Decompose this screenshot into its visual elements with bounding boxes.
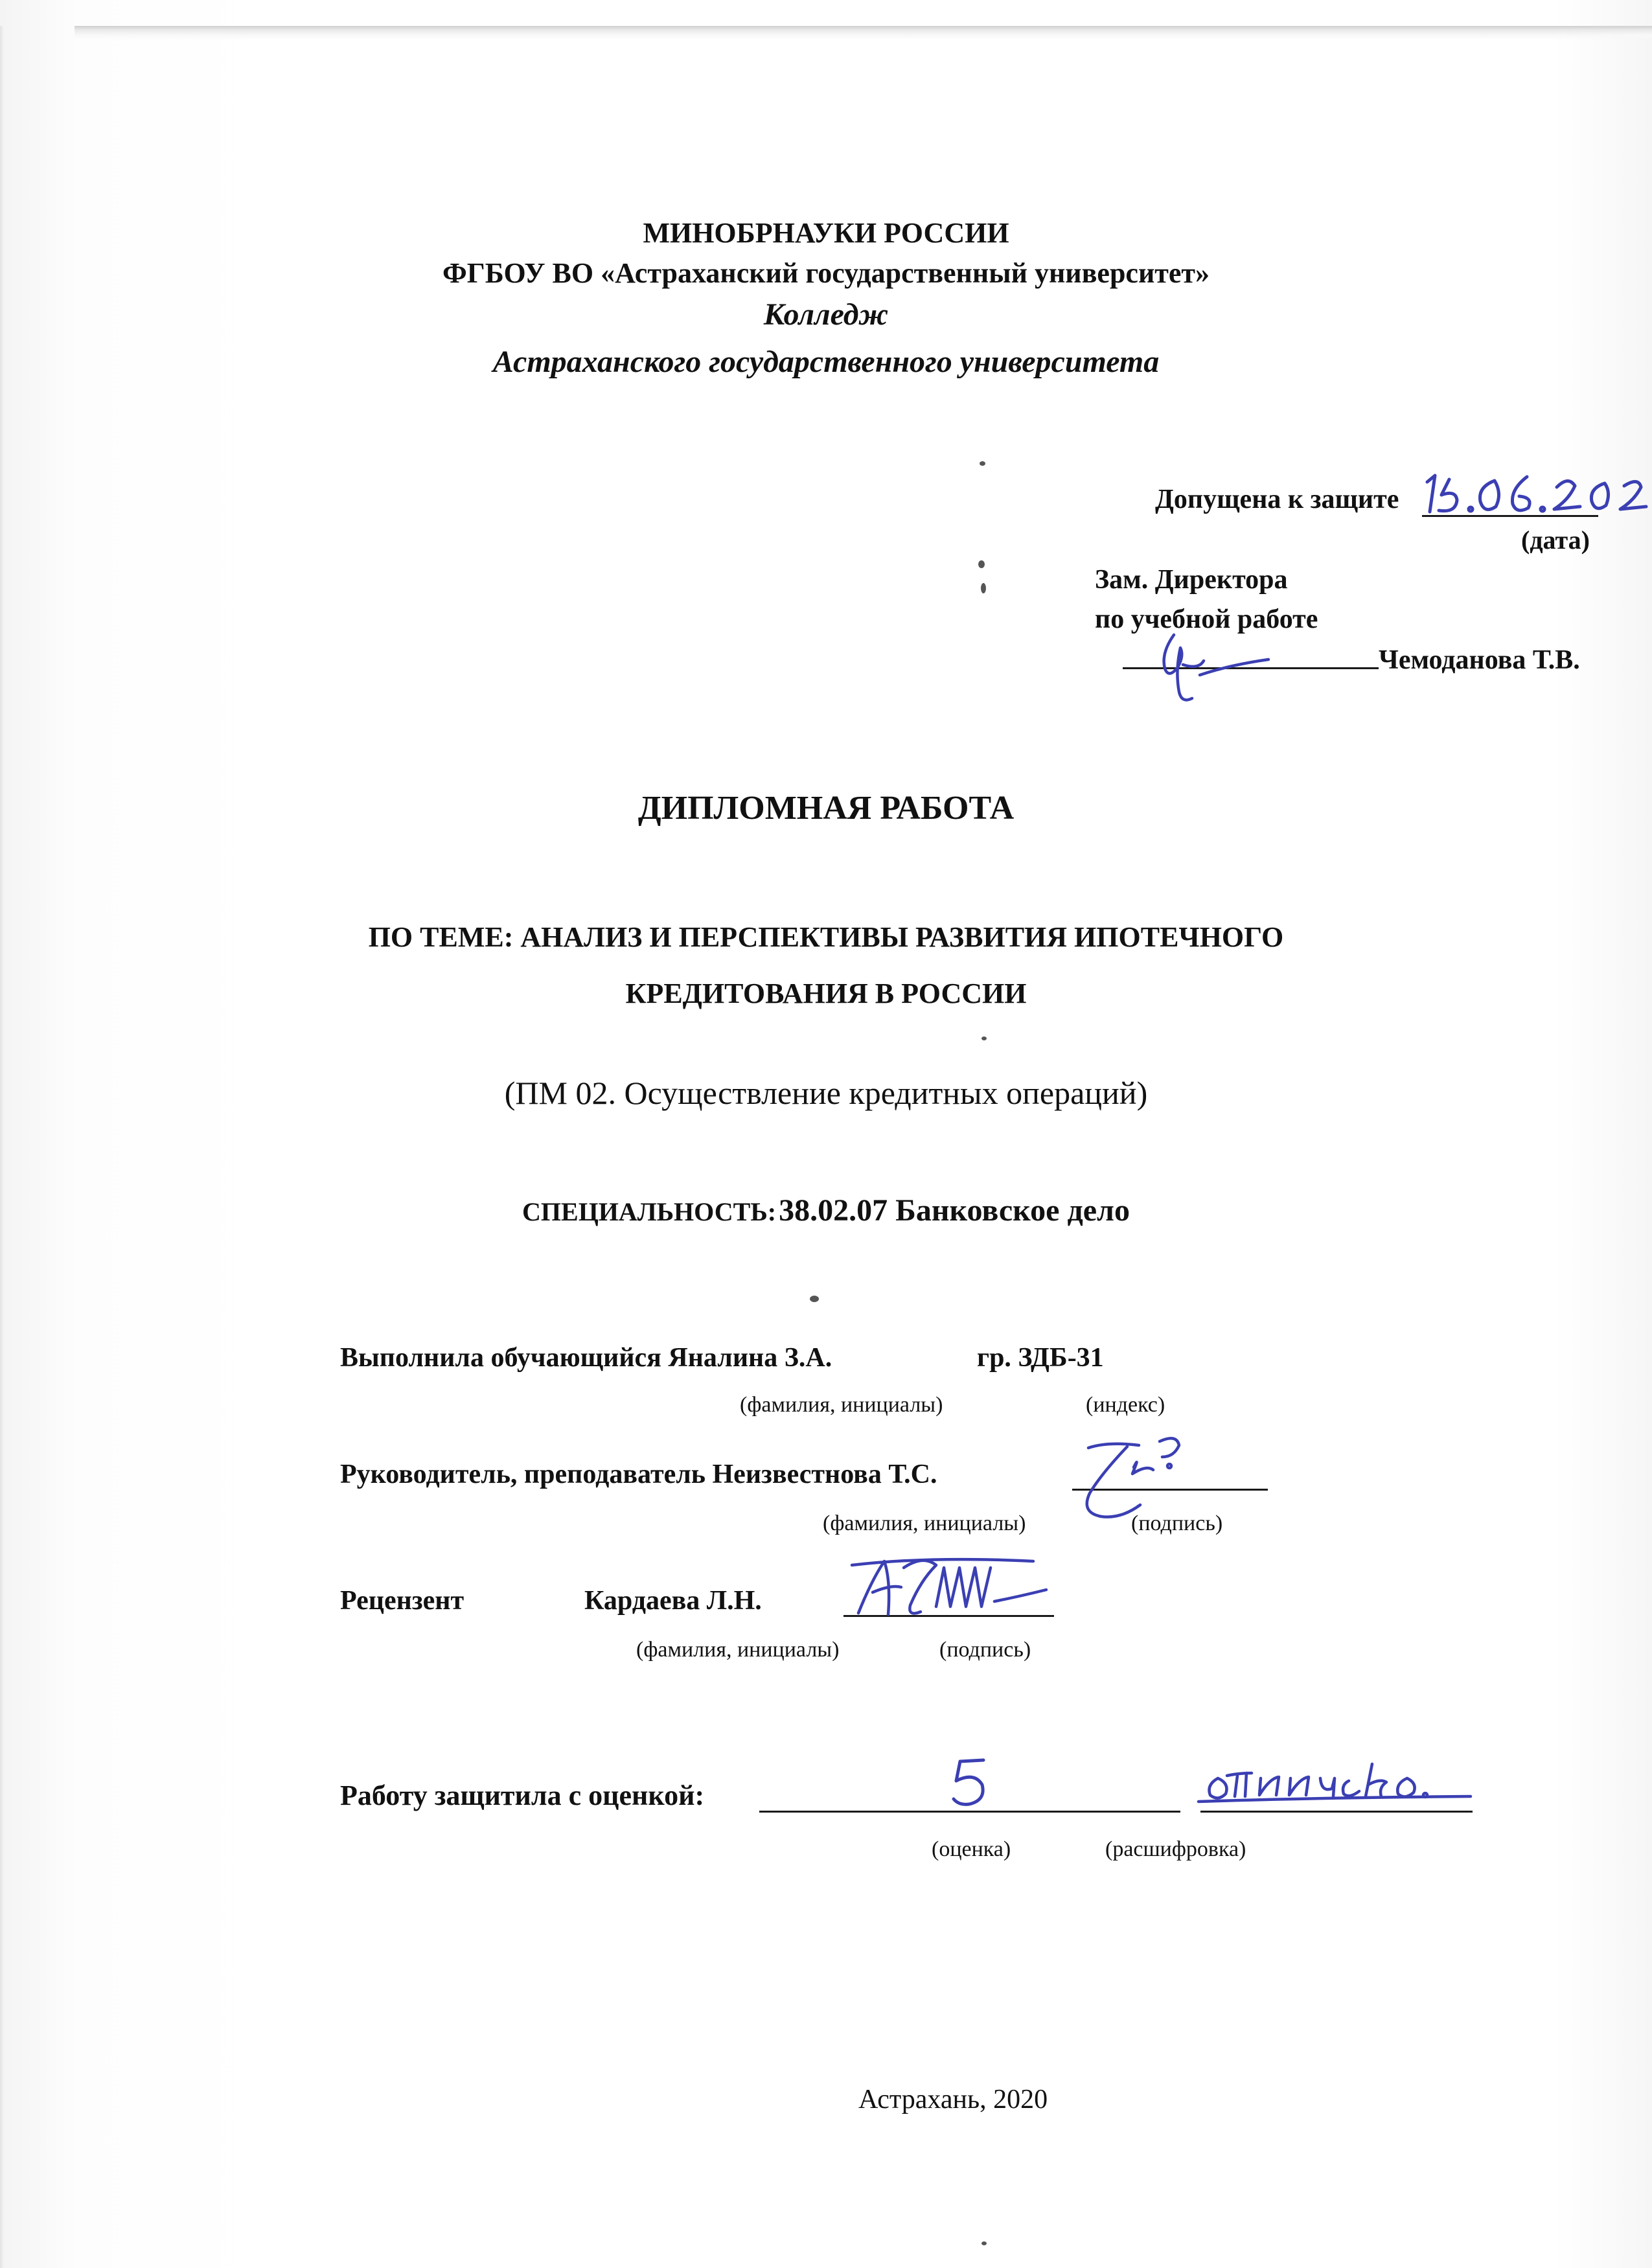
handwritten-date: [1416, 461, 1652, 523]
grade-words-line: [1200, 1811, 1473, 1813]
supervisor-caption-name: (фамилия, инициалы): [823, 1511, 1026, 1535]
deputy-signature: [1127, 622, 1283, 729]
scan-speck: [978, 560, 985, 568]
ministry-title: МИНОБРНАУКИ РОССИИ: [643, 217, 1009, 249]
college-of-title: Астраханского государственного университета: [492, 345, 1160, 379]
deputy-title-line2: по учебной работе: [1095, 604, 1318, 634]
supervisor-label: Руководитель, преподаватель Неизвестнова Т.С.: [340, 1460, 937, 1489]
city-year: Астрахань, 2020: [858, 2085, 1048, 2114]
reviewer-signature: [839, 1542, 1059, 1632]
grade-label: Работу защитила с оценкой:: [340, 1780, 705, 1811]
admitted-label: Допущена к защите: [1155, 485, 1399, 514]
handwritten-grade: [946, 1752, 998, 1814]
date-caption: (дата): [1521, 525, 1590, 555]
topic-line-2: КРЕДИТОВАНИЯ В РОССИИ: [625, 978, 1027, 1009]
topic-line-1: ПО ТЕМЕ: АНАЛИЗ И ПЕРСПЕКТИВЫ РАЗВИТИЯ ИПОТЕЧНОГО: [368, 921, 1284, 953]
author-caption-name: (фамилия, инициалы): [740, 1393, 943, 1417]
college-title: Колледж: [763, 297, 889, 332]
supervisor-caption-sign: (подпись): [1131, 1511, 1223, 1535]
deputy-name: Чемоданова Т.В.: [1379, 645, 1580, 675]
scan-speck: [980, 461, 985, 466]
deputy-title-line1: Зам. Директора: [1095, 565, 1288, 595]
specialty-line: [0, 1195, 1652, 1226]
specialty-value: 38.02.07 Банковское дело: [779, 1193, 1130, 1228]
module-subtitle: (ПМ 02. Осуществление кредитных операций): [504, 1075, 1148, 1111]
reviewer-label: Рецензент: [340, 1586, 465, 1616]
document-type-title: ДИПЛОМНАЯ РАБОТА: [637, 790, 1015, 827]
reviewer-caption-name: (фамилия, инициалы): [636, 1638, 840, 1662]
author-caption-index: (индекс): [1086, 1393, 1165, 1417]
scan-speck: [981, 583, 986, 593]
handwritten-grade-words: [1199, 1759, 1497, 1811]
grade-caption-words: (расшифровка): [1105, 1837, 1246, 1861]
scan-speck: [981, 2241, 987, 2245]
reviewer-name: Кардаева Л.Н.: [584, 1586, 762, 1616]
specialty-label: СПЕЦИАЛЬНОСТЬ:: [522, 1197, 777, 1226]
author-label: Выполнила обучающийся Яналина З.А.: [340, 1343, 832, 1373]
scan-speck: [810, 1296, 819, 1302]
grade-caption-value: (оценка): [932, 1837, 1011, 1861]
scan-speck: [981, 1037, 987, 1040]
author-group: гр. ЗДБ-31: [977, 1343, 1104, 1373]
university-title: ФГБОУ ВО «Астраханский государственный университет»: [442, 257, 1210, 289]
scan-top-edge: [75, 26, 1652, 40]
reviewer-caption-sign: (подпись): [939, 1638, 1031, 1662]
